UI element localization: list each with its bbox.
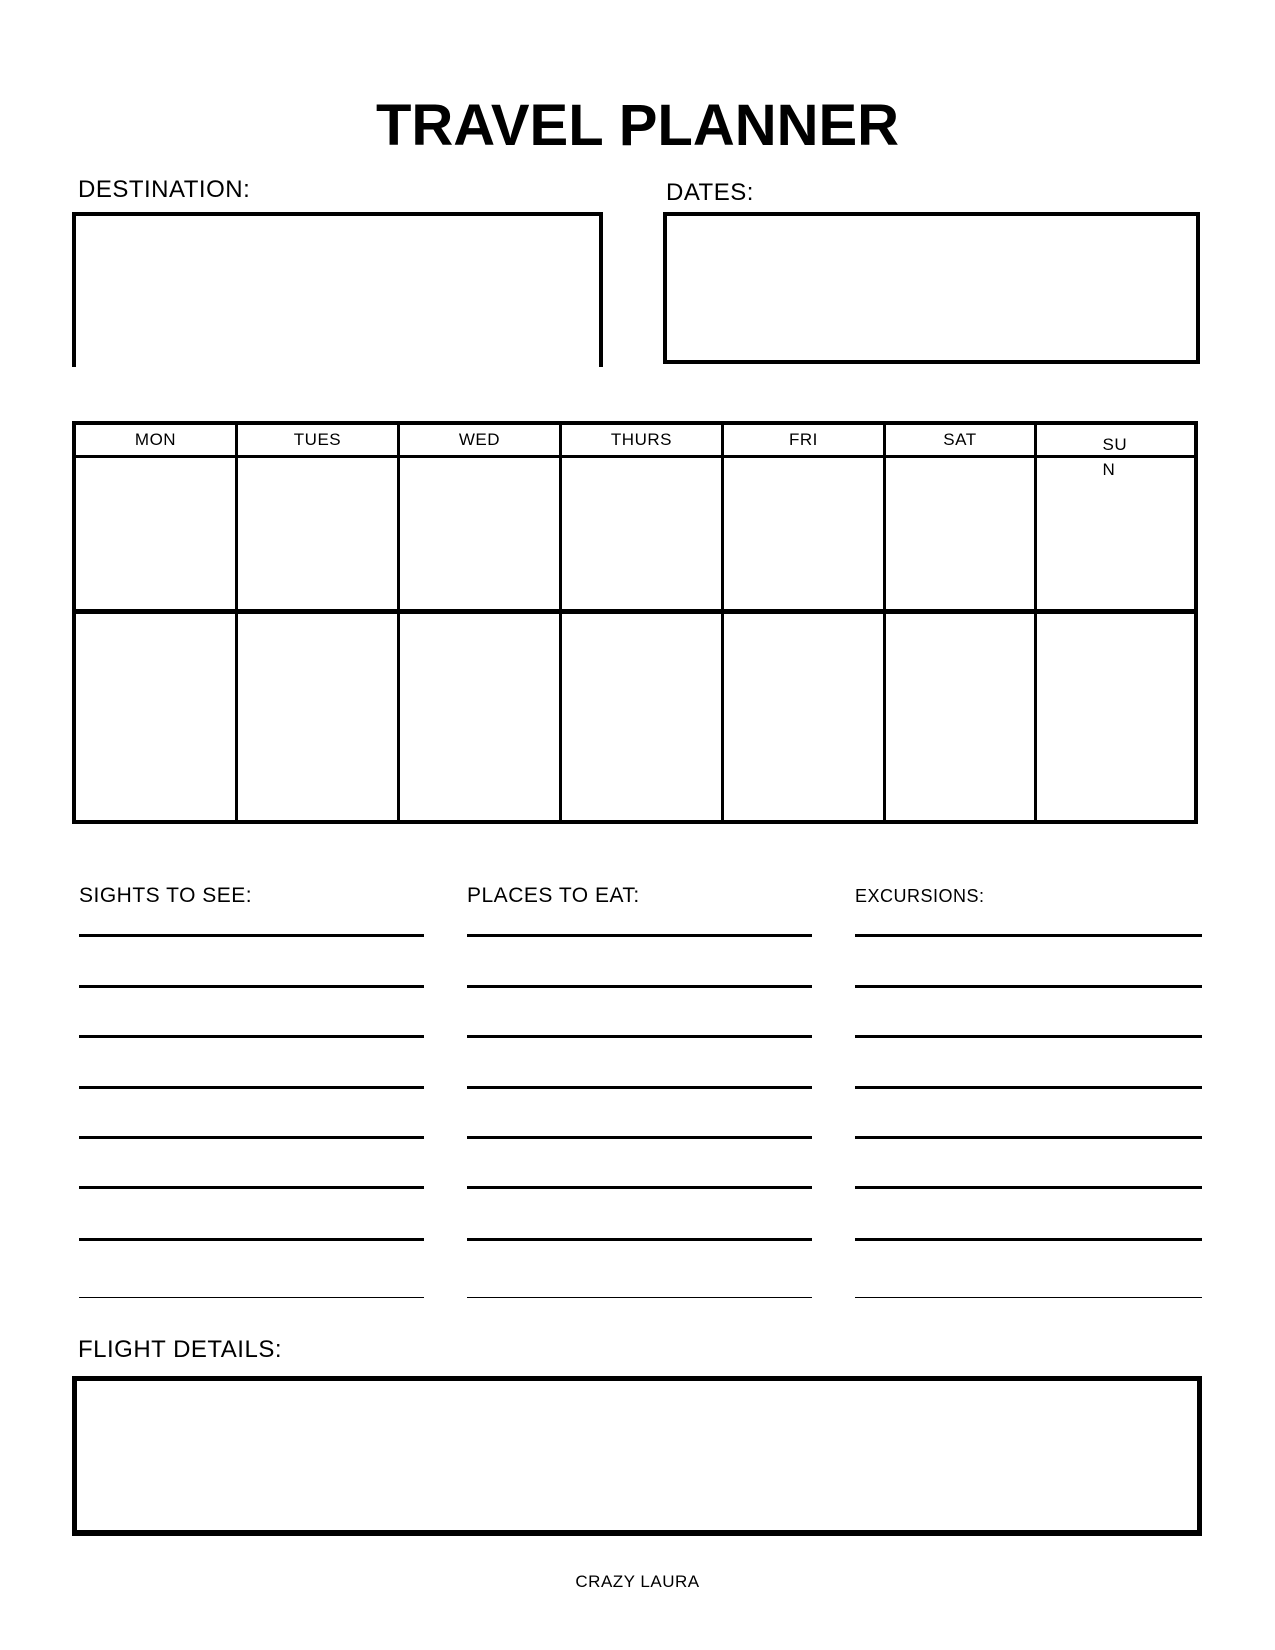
week-cell-r2-thurs[interactable]: [562, 614, 724, 820]
write-line-excursions-2[interactable]: [855, 985, 1202, 988]
day-header-thurs: THURS: [562, 425, 724, 458]
destination-label: DESTINATION:: [78, 176, 251, 203]
day-header-tues: TUES: [238, 425, 400, 458]
write-line-sights-4[interactable]: [79, 1086, 424, 1089]
list-heading-places: PLACES TO EAT:: [467, 884, 640, 907]
list-section-places: [467, 884, 812, 1307]
flight-details-input-box[interactable]: [72, 1376, 1202, 1536]
write-line-excursions-1[interactable]: [855, 934, 1202, 937]
week-cell-r1-sat[interactable]: [886, 458, 1037, 614]
write-line-sights-8[interactable]: [79, 1297, 424, 1298]
write-line-sights-2[interactable]: [79, 985, 424, 988]
write-line-excursions-6[interactable]: [855, 1186, 1202, 1189]
write-line-sights-7[interactable]: [79, 1238, 424, 1241]
dates-label: DATES:: [666, 179, 754, 206]
week-cell-r2-sun[interactable]: [1037, 614, 1194, 820]
write-line-places-3[interactable]: [467, 1035, 812, 1038]
write-line-places-7[interactable]: [467, 1238, 812, 1241]
week-table: [72, 421, 1198, 824]
write-line-sights-3[interactable]: [79, 1035, 424, 1038]
week-cell-r1-wed[interactable]: [400, 458, 562, 614]
day-header-sun: SUN: [1037, 425, 1194, 458]
list-section-excursions: [855, 884, 1202, 1307]
dates-input-box[interactable]: [663, 212, 1200, 364]
week-cell-r1-tues[interactable]: [238, 458, 400, 614]
flight-details-label: FLIGHT DETAILS:: [78, 1336, 282, 1363]
list-heading-excursions: EXCURSIONS:: [855, 886, 985, 906]
week-cell-r1-mon[interactable]: [76, 458, 238, 614]
write-line-sights-1[interactable]: [79, 934, 424, 937]
footer-credit: CRAZY LAURA: [575, 1572, 700, 1591]
write-line-places-4[interactable]: [467, 1086, 812, 1089]
write-line-excursions-8[interactable]: [855, 1297, 1202, 1298]
day-header-wed: WED: [400, 425, 562, 458]
day-header-mon: MON: [76, 425, 238, 458]
write-line-places-1[interactable]: [467, 934, 812, 937]
write-line-excursions-3[interactable]: [855, 1035, 1202, 1038]
week-cell-r2-mon[interactable]: [76, 614, 238, 820]
write-line-sights-5[interactable]: [79, 1136, 424, 1139]
write-line-places-8[interactable]: [467, 1297, 812, 1298]
write-line-excursions-4[interactable]: [855, 1086, 1202, 1089]
day-header-fri: FRI: [724, 425, 886, 458]
write-line-excursions-7[interactable]: [855, 1238, 1202, 1241]
list-heading-sights: SIGHTS TO SEE:: [79, 884, 253, 907]
week-cell-r2-sat[interactable]: [886, 614, 1037, 820]
list-section-sights: [79, 884, 424, 1307]
week-cell-r1-thurs[interactable]: [562, 458, 724, 614]
week-cell-r1-fri[interactable]: [724, 458, 886, 614]
week-cell-r2-wed[interactable]: [400, 614, 562, 820]
week-cell-r2-fri[interactable]: [724, 614, 886, 820]
write-line-places-2[interactable]: [467, 985, 812, 988]
page-title: TRAVEL PLANNER: [375, 93, 900, 158]
week-cell-r2-tues[interactable]: [238, 614, 400, 820]
day-header-sat: SAT: [886, 425, 1037, 458]
write-line-sights-6[interactable]: [79, 1186, 424, 1189]
write-line-places-5[interactable]: [467, 1136, 812, 1139]
destination-input-box[interactable]: [72, 212, 603, 367]
write-line-excursions-5[interactable]: [855, 1136, 1202, 1139]
write-line-places-6[interactable]: [467, 1186, 812, 1189]
